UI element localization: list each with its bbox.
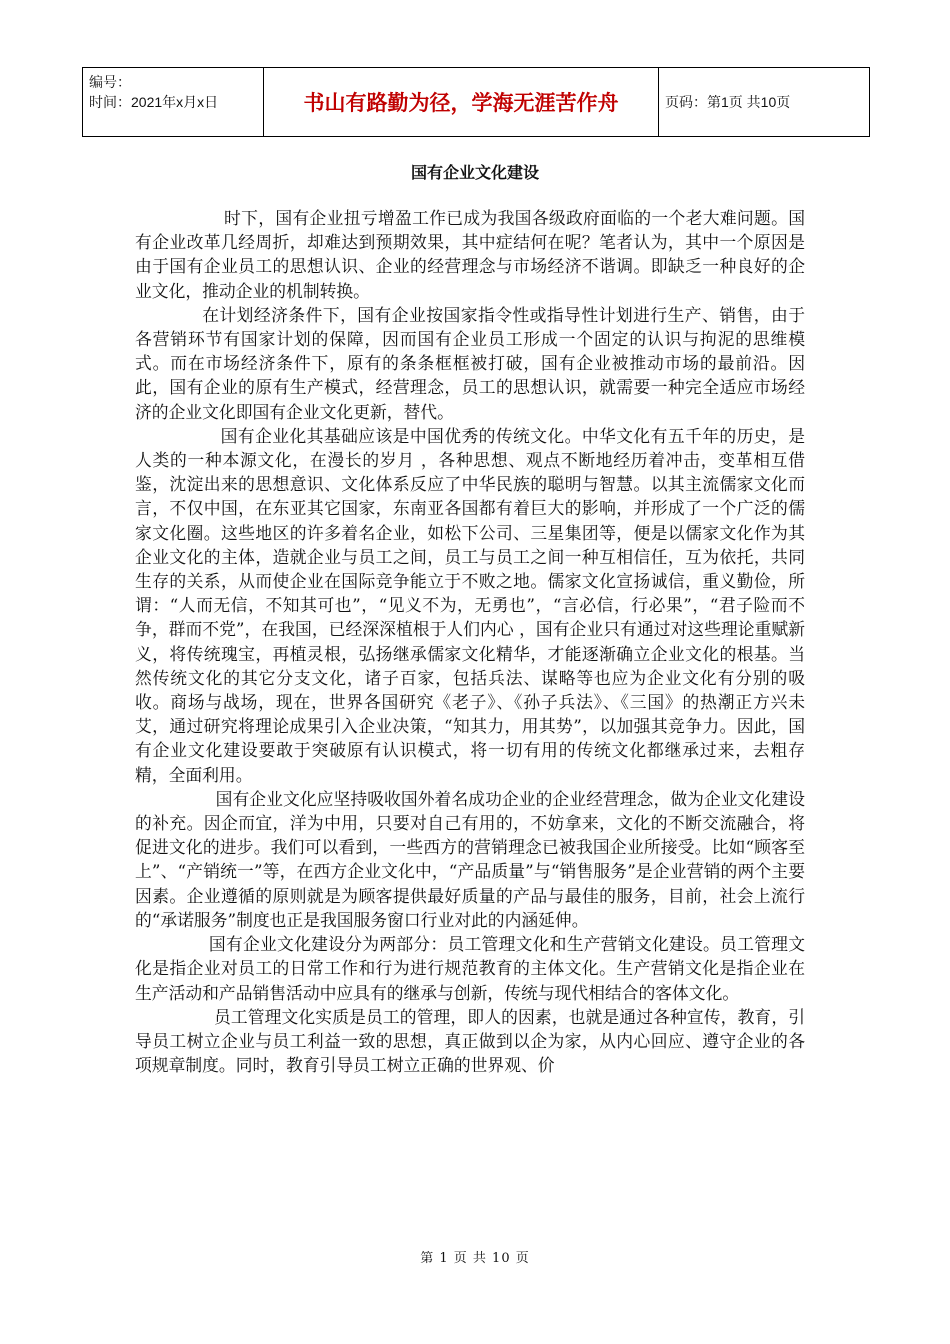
body-paragraph: 国有企业化其基础应该是中国优秀的传统文化。中华文化有五千年的历史，是人类的一种本源文化，在漫长的岁月 ，各种思想、观点不断地经历着冲击，变革相互借鉴，沈淀出来的思想意识、文化体系反应了中华民族的聪明与智慧。以其主流儒家文化而言，不仅中国，在东亚其它国家，东南亚各国都有着巨大的影响，并形成了一个广泛的儒家文化圈。这些地区的许多着名企业，如松下公司、三星集团等，便是以儒家文化作为其企业文化的主体，造就企业与员工之间，员工与员工之间一种互相信任，互为依托，共同生存的关系，从而使企业在国际竞争能立于不败之地。儒家文化宣扬诚信，重义勤俭，所谓：“人而无信，不知其可也”，“见义不为，无勇也”，“言必信，行必果”，“君子险而不争，群而不党”，在我国，已经深深植根于人们内心 ，国有企业只有通过对这些理论重赋新义，将传统瑰宝，再植灵根，弘扬继承儒家文化精华，才能逐渐确立企业文化的根基。当然传统文化的其它分支文化，诸子百家，包括兵法、谋略等也应为企业文化有分别的吸收。商场与战场，现在，世界各国研究《老子》、《孙子兵法》、《三国》的热潮正方兴未艾，通过研究将理论成果引入企业决策，“知其力，用其势”，以加强其竞争力。因此，国有企业文化建设要敢于突破原有认识模式，将一切有用的传统文化都继承过来，去粗存精，全面利用。 xyxy=(135,425,805,785)
header-meta-cell xyxy=(83,68,264,137)
body-paragraph: 国有企业文化建设分为两部分：员工管理文化和生产营销文化建设。员工管理文化是指企业对员工的日常工作和行为进行规范教育的主体文化。生产营销文化是指企业在生产活动和产品销售活动中应具有的继承与创新，传统与现代相结合的客体文化。 xyxy=(135,934,805,1003)
body-paragraph: 在计划经济条件下，国有企业按国家指令性或指导性计划进行生产、销售，由于各营销环节有国家计划的保障，因而国有企业员工形成一个固定的认识与拘泥的思维模式。而在市场经济条件下，原有的条条框框被打破，国有企业被推动市场的最前沿。因此，国有企业的原有生产模式，经营理念，员工的思想认识，就需要一种完全适应市场经济的企业文化即国有企业文化更新，替代。 xyxy=(135,304,805,422)
document-header xyxy=(82,67,870,137)
body-paragraph: 时下，国有企业扭亏增盈工作已成为我国各级政府面临的一个老大难问题。国有企业改革几经周折，却难达到预期效果，其中症结何在呢？笔者认为，其中一个原因是由于国有企业员工的思想认识、企业的经营理念与市场经济不谐调。即缺乏一种良好的企业文化，推动企业的机制转换。 xyxy=(135,208,805,301)
document-title: 国有企业文化建设 xyxy=(410,163,539,182)
document-date: 时间：2021年x月x日 xyxy=(89,94,219,110)
body-paragraph: 国有企业文化应坚持吸收国外着名成功企业的企业经营理念，做为企业文化建设的补充。因企而宜，洋为中用，只要对自己有用的，不妨拿来，文化的不断交流融合，将促进文化的进步。我们可以看到，一些西方的营销理念已被我国企业所接受。比如“顾客至上”、“产销统一”等，在西方企业文化中，“产品质量”与“销售服务”是企业营销的两个主要因素。企业遵循的原则就是为顾客提供最好质量的产品与最佳的服务，目前，社会上流行的“承诺服务”制度也正是我国服务窗口行业对此的内涵延伸。 xyxy=(135,788,805,930)
document-number-label: 编号： xyxy=(89,74,131,90)
header-page-info: 页码：第1页 共10页 xyxy=(659,68,870,137)
header-motto: 书山有路勤为径，学海无涯苦作舟 xyxy=(264,68,659,137)
document-body xyxy=(135,206,805,1077)
page-footer: 第 1 页 共 10 页 xyxy=(420,1251,530,1266)
body-paragraph: 员工管理文化实质是员工的管理，即人的因素，也就是通过各种宣传，教育，引导员工树立企业与员工利益一致的思想，真正做到以企为家，从内心回应、遵守企业的各项规章制度。同时，教育引导员工树立正确的世界观、价 xyxy=(135,1006,805,1076)
